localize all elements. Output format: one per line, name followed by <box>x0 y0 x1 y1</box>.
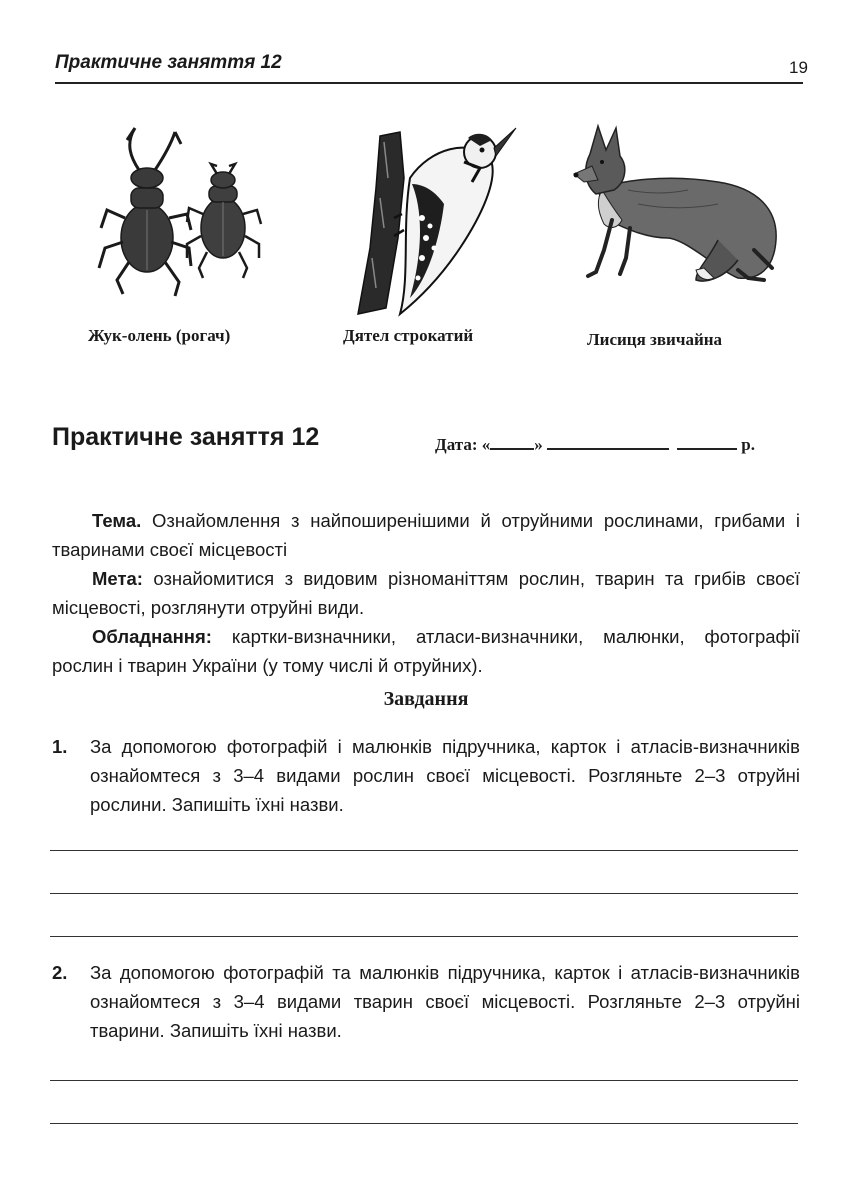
goal-label: Мета: <box>92 568 143 589</box>
caption-stag-beetle: Жук-олень (рогач) <box>88 326 231 345</box>
goal-paragraph <box>52 564 800 622</box>
equipment-paragraph <box>52 622 800 680</box>
caption-woodpecker: Дятел строкатий <box>343 326 474 345</box>
goal-text: ознайомитися з видовим різноманіттям рослин, тварин та грибів своєї місцевості, розглянути отруйні види. <box>52 568 801 618</box>
date-open-quote: « <box>481 435 491 454</box>
answer-line[interactable] <box>50 893 798 894</box>
fox-illustration <box>568 120 788 290</box>
tasks-heading: Завдання <box>383 688 469 710</box>
date-suffix: р. <box>741 435 755 454</box>
equipment-label: Обладнання: <box>92 626 212 647</box>
header-divider <box>55 82 803 84</box>
date-label: Дата: <box>435 435 478 454</box>
equipment-text: картки-визначники, атласи-визначники, малюнки, фотографії рослин і тварин України (у тому числі й отруйних). <box>52 626 800 676</box>
answer-line[interactable] <box>50 936 798 937</box>
date-field <box>435 434 755 455</box>
answer-line[interactable] <box>50 1080 798 1081</box>
topic-label: Тема. <box>92 510 142 531</box>
running-header-title: Практичне заняття 12 <box>55 52 282 73</box>
task-text: За допомогою фотографій та малюнків підручника, карток і атласів-визначників ознайомтеся з 3–4 видами тварин своєї місцевості. Розгляньте 2–3 отруйні тварини. Запишіть їхні назви. <box>90 962 800 1041</box>
caption-fox: Лисиця звичайна <box>587 330 723 349</box>
task-number: 1. <box>52 736 68 757</box>
task-item <box>52 732 800 819</box>
date-month-blank[interactable] <box>547 434 669 450</box>
stag-beetles-illustration <box>95 118 275 298</box>
woodpecker-illustration <box>340 118 520 318</box>
page-number: 19 <box>789 58 808 77</box>
task-number: 2. <box>52 962 68 983</box>
topic-paragraph <box>52 506 800 564</box>
date-close-quote: » <box>534 435 543 454</box>
topic-text: Ознайомлення з найпоширенішими й отруйними рослинами, грибами і тваринами своєї місцевості <box>52 510 801 560</box>
task-item <box>52 958 800 1045</box>
answer-line[interactable] <box>50 1123 798 1124</box>
date-year-blank[interactable] <box>677 434 737 450</box>
task-text: За допомогою фотографій і малюнків підручника, карток і атласів-визначників ознайомтеся з 3–4 видами рослин своєї місцевості. Розгляньте 2–3 отруйні рослини. Запишіть їхні назви. <box>90 736 800 815</box>
answer-line[interactable] <box>50 850 798 851</box>
lesson-title: Практичне заняття 12 <box>52 423 320 451</box>
date-day-blank[interactable] <box>490 434 534 450</box>
